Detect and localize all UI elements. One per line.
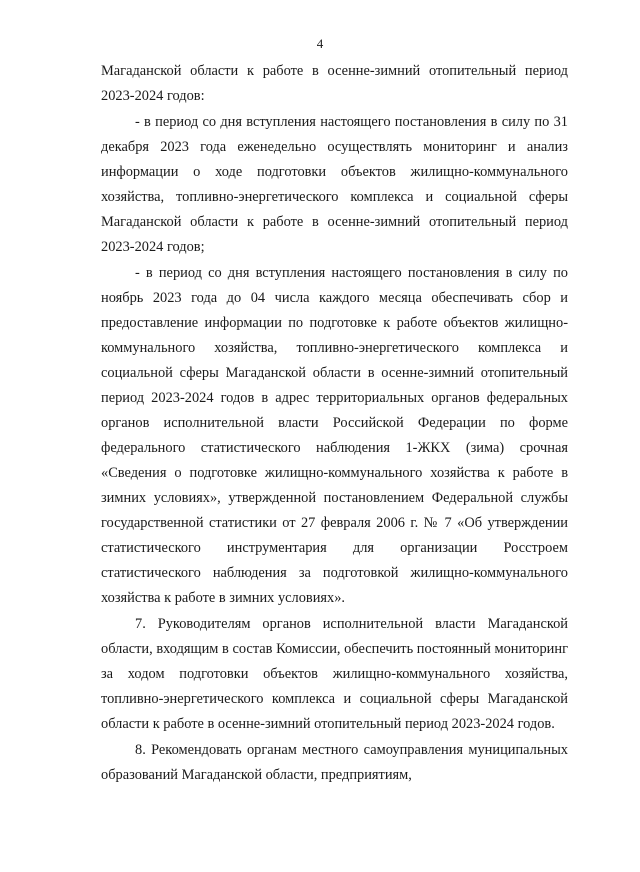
paragraph-continuation: Магаданской области к работе в осенне-зимний отопительный период 2023-2024 годов:	[101, 63, 568, 104]
paragraph-item-7: 7. Руководителям органов исполнительной власти Магаданской области, входящим в состав Комиссии, обеспечить постоянный мониторинг за ходом подготовки объектов жилищно-коммунального хозяйства, топливно-энергетического комплекса и социальной сферы Магаданской области к работе в осенне-зимний отопительный период 2023-2024 годов.	[101, 616, 568, 732]
page-number: 4	[316, 36, 324, 51]
document-body	[101, 59, 568, 788]
paragraph-reporting-item: - в период со дня вступления настоящего постановления в силу по ноябрь 2023 года до 04 числа каждого месяца обеспечивать сбор и предоставление информации по подготовке к работе объектов жилищно-коммунального хозяйства, топливно-энергетического комплекса и социальной сферы Магаданской области в осенне-зимний отопительный период 2023-2024 годов в адрес территориальных органов федеральных органов исполнительной власти Российской Федерации по форме федерального статистического наблюдения 1-ЖКХ (зима) срочная «Сведения о подготовке жилищно-коммунального хозяйства к работе в зимних условиях», утвержденной постановлением Федеральной службы государственной статистики от 27 февраля 2006 г. № 7 «Об утверждении статистического инструментария для организации Росстроем статистического наблюдения за подготовкой жилищно-коммунального хозяйства к работе в зимних условиях».	[101, 265, 568, 606]
paragraph-monitoring-item: - в период со дня вступления настоящего постановления в силу по 31 декабря 2023 года еженедельно осуществлять мониторинг и анализ информации о ходе подготовки объектов жилищно-коммунального хозяйства, топливно-энергетического комплекса и социальной сферы Магаданской области к работе в осенне-зимний отопительный период 2023-2024 годов;	[101, 114, 568, 255]
paragraph-item-8: 8. Рекомендовать органам местного самоуправления муниципальных образований Магаданской области, предприятиям,	[101, 742, 568, 783]
